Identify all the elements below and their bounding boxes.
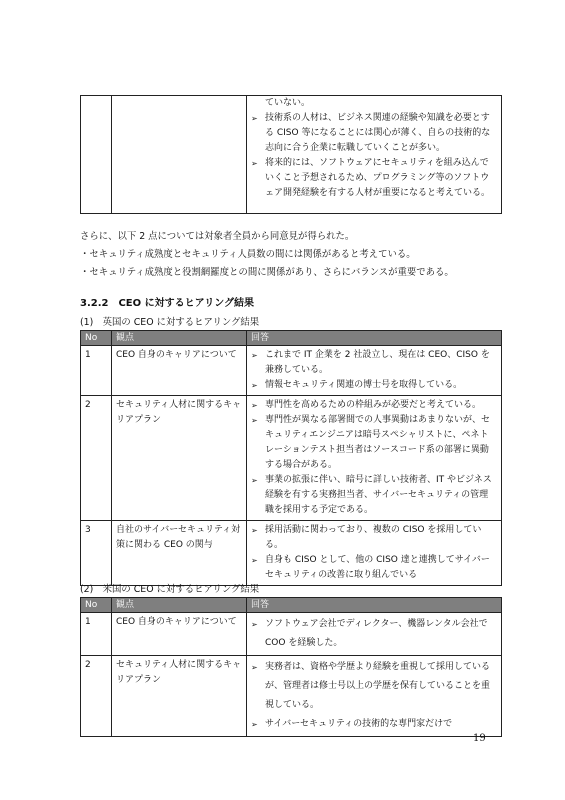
header-answer: 回答 bbox=[247, 598, 502, 613]
table-cell-topic: セキュリティ人材に関するキャリアプラン bbox=[112, 396, 247, 521]
table-cell-topic bbox=[112, 96, 247, 214]
paragraph-point: ・セキュリティ成熟度と役割網羅度との間に関係があり、さらにバランスが重要である。 bbox=[80, 267, 454, 278]
table-row bbox=[81, 96, 502, 214]
header-topic: 観点 bbox=[112, 331, 247, 346]
table-cell-topic: CEO 自身のキャリアについて bbox=[112, 613, 247, 656]
table-row bbox=[81, 656, 502, 737]
page-number: 19 bbox=[473, 733, 486, 744]
table-cell-answer bbox=[247, 656, 502, 737]
table-cell-answer bbox=[247, 396, 502, 521]
table-row bbox=[81, 396, 502, 521]
paragraph-intro: さらに、以下 2 点については対象者全員から同意見が得られた。 bbox=[80, 231, 355, 242]
table-row bbox=[81, 346, 502, 396]
table-cell-answer bbox=[247, 613, 502, 656]
answer-list bbox=[251, 523, 497, 583]
answer-list bbox=[251, 348, 497, 393]
answer-item: ➢ 専門性が異なる部署間での人事異動はあまりないが、セキュリティエンジニアは暗号スペシャリストに、ペネトレーションテスト担当者はソースコード系の部署に異動する場合がある。 bbox=[251, 413, 497, 473]
section-heading: 3.2.2 CEO に対するヒアリング結果 bbox=[80, 298, 255, 309]
answer-item: ➢ 採用活動に関わっており、複数の CISO を採用している。 bbox=[251, 523, 497, 553]
paragraph-point: ・セキュリティ成熟度とセキュリティ人員数の間には関係があると考えている。 bbox=[80, 249, 416, 260]
answer-item: ➢ 将来的には、ソフトウェアにセキュリティを組み込んでいくこと予想されるため、プログラミング等のソフトウェア開発経験を有する人材が重要になると考えている。 bbox=[251, 156, 497, 201]
table-row bbox=[81, 521, 502, 586]
header-no: No bbox=[81, 598, 112, 613]
table-cell-answer bbox=[247, 96, 502, 214]
answer-list bbox=[251, 111, 497, 201]
answer-item: ➢ サイバーセキュリティの技術的な専門家だけで bbox=[251, 715, 497, 734]
answer-item: ➢ これまで IT 企業を 2 社設立し、現在は CEO、CISO を兼務している。 bbox=[251, 348, 497, 378]
answer-continuation: ていない。 bbox=[265, 98, 311, 108]
table-cell-no: 2 bbox=[81, 396, 112, 521]
table-cell-no: 3 bbox=[81, 521, 112, 586]
table-cell-no: 1 bbox=[81, 613, 112, 656]
answer-list bbox=[251, 615, 497, 653]
table-cell-no: 2 bbox=[81, 656, 112, 737]
answer-item: ➢ 実務者は、資格や学歴より経験を重視して採用しているが、管理者は修士号以上の学歴を保有していることを重視している。 bbox=[251, 658, 497, 715]
table-cell-topic: 自社のサイバーセキュリティ対策に関わる CEO の関与 bbox=[112, 521, 247, 586]
table-header-row bbox=[81, 598, 502, 613]
answer-item: ➢ ソフトウェア会社でディレクター、機器レンタル会社で COO を経験した。 bbox=[251, 615, 497, 653]
answer-item: ➢ 情報セキュリティ関連の博士号を取得している。 bbox=[251, 378, 497, 393]
answer-item: ➢ 技術系の人材は、ビジネス関連の経験や知識を必要とする CISO 等になることには関心が薄く、自らの技術的な志向に合う企業に転職していくことが多い。 bbox=[251, 111, 497, 156]
table-cell-answer bbox=[247, 521, 502, 586]
header-no: No bbox=[81, 331, 112, 346]
table-cell-topic: CEO 自身のキャリアについて bbox=[112, 346, 247, 396]
answer-item: ➢ 専門性を高めるための枠組みが必要だと考えている。 bbox=[251, 398, 497, 413]
answer-list bbox=[251, 398, 497, 518]
header-topic: 観点 bbox=[112, 598, 247, 613]
answer-item: ➢ 事業の拡張に伴い、暗号に詳しい技術者、IT やビジネス経験を有する実務担当者、サイバーセキュリティの管理職を採用する予定である。 bbox=[251, 473, 497, 518]
table-cell-no: 1 bbox=[81, 346, 112, 396]
header-answer: 回答 bbox=[247, 331, 502, 346]
continued-table bbox=[80, 95, 502, 214]
us-ceo-table bbox=[80, 597, 502, 737]
table-cell-answer bbox=[247, 346, 502, 396]
table-caption: (2) 米国の CEO に対するヒアリング結果 bbox=[80, 584, 260, 595]
table-caption: (1) 英国の CEO に対するヒアリング結果 bbox=[80, 317, 260, 328]
table-cell-topic: セキュリティ人材に関するキャリアプラン bbox=[112, 656, 247, 737]
answer-list bbox=[251, 658, 497, 734]
table-row bbox=[81, 613, 502, 656]
answer-item: ➢ 自身も CISO として、他の CISO 達と連携してサイバーセキュリティの改善に取り組んでいる bbox=[251, 553, 497, 583]
table-cell-no bbox=[81, 96, 112, 214]
uk-ceo-table bbox=[80, 330, 502, 586]
table-header-row bbox=[81, 331, 502, 346]
